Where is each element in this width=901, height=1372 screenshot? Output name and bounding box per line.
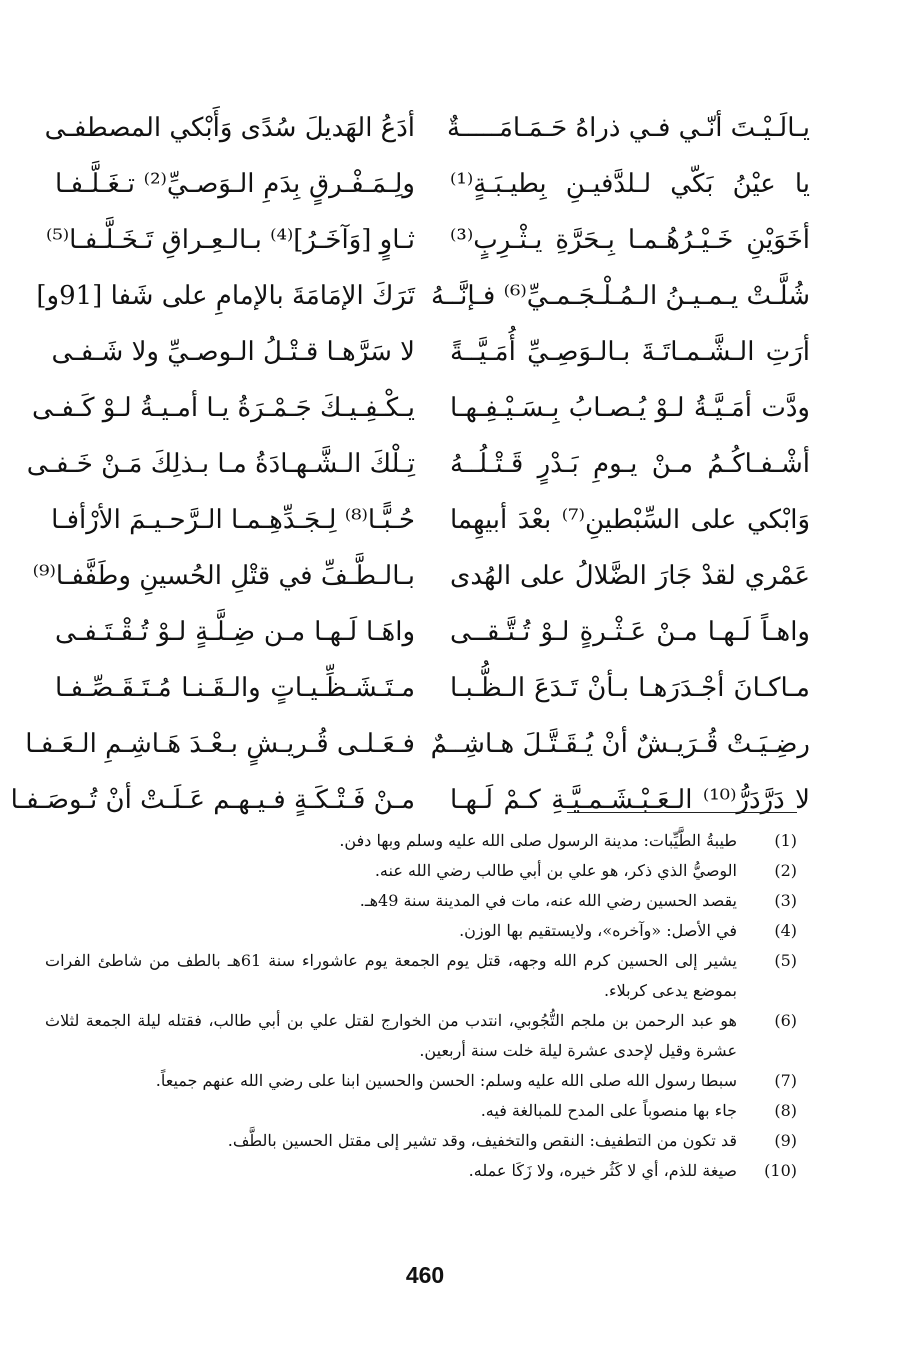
hemistich-right: أشْـفـاكُـمُ مـنْ يـومِ بَـدْرٍ قَـتْـلُــهُ (450, 449, 810, 479)
hemistich-left: ثـاوٍ [وَآخَـرُ]⁽⁴⁾ بـالـعِـراقِ تَـخَـلَّـفـا⁽⁵⁾ (45, 225, 415, 255)
hemistich-left: مـنْ فَـتْـكَـةٍ فـيـهـم عَـلَـتْ أنْ تُـوصَـفـا (10, 785, 415, 815)
footnotes (45, 826, 805, 1186)
hemistich-right: رضِـيَـتْ قُـرَيـشٌ أنْ يُـقَـتَّـلَ هـاشِــمٌ (430, 729, 810, 759)
verse-line (36, 268, 810, 324)
hemistich-left: لا سَرَّهـا قـتْـلُ الـوصـيِّ ولا شَـفـى (51, 337, 415, 367)
verse-line (10, 772, 810, 828)
footnote-number: (1) (774, 831, 797, 850)
footnote-number: (5) (774, 951, 797, 970)
footnote-text: في الأصل: «وآخره»، ولايستقيم بها الوزن. (459, 921, 737, 940)
footnote-number: (6) (774, 1011, 797, 1030)
hemistich-right: يـالَـيْـتَ أنّـي فـي ذراهُ حَـمَـامَـــــةٌ (446, 113, 810, 143)
footnote-text: صيغة للذم، أي لا كَثُر خيره، ولا زَكَا عمله. (468, 1161, 737, 1180)
hemistich-left: فـعَـلـى قُـريـشٍ بـعْـدَ هَـاشِـمِ الـعَـفـا (25, 729, 415, 759)
hemistich-left: بـالـطَّـفِّ في قتْلِ الحُسينِ وطَفَّفـا⁽⁹⁾ (32, 561, 415, 591)
verse-line (45, 212, 810, 268)
footnote-text: طيبةُ الطَّيِّبات: مدينة الرسول صلى الله عليه وسلم وبها دفن. (339, 831, 737, 850)
hemistich-right: يا عيْنُ بَكّي لـلدَّفيـنِ بِطيـبَـةٍ⁽¹⁾ (450, 169, 810, 199)
footnote (45, 1096, 805, 1126)
poem (10, 100, 810, 828)
verse-line (32, 380, 810, 436)
footnote (45, 916, 805, 946)
verse-line (25, 716, 810, 772)
footnote-number: (8) (774, 1101, 797, 1120)
footnote-number: (4) (774, 921, 797, 940)
footnote (45, 856, 805, 886)
hemistich-right: واهـاً لَـهـا مـنْ عَـثْـرةٍ لـوْ تُـتَّـقــى (450, 617, 810, 647)
footnote (45, 1066, 805, 1096)
page-number: 460 (405, 1262, 445, 1288)
footnote-text: هو عبد الرحمن بن ملجم التُّجُوبي، انتدب من الخوارج لقتل علي بن أبي طالب، فقتله ليلة الجمعة لثلاث عشرة وقيل لإحدى عشرة ليلة خلت سنة أربعين. (45, 1011, 737, 1060)
footnote (45, 1006, 805, 1066)
hemistich-right: أرَتِ الـشَّـمـاتَـةَ بـالـوَصِـيِّ أُمَـيَّــةً (450, 337, 810, 367)
hemistich-right: وَابْكي على السِّبْطينِ⁽⁷⁾ بعْدَ أبيهِما (450, 505, 810, 535)
hemistich-left: أدَعُ الهَديلَ سُدًى وَأَبْكي المصطفـى (44, 113, 415, 143)
footnote-number: (3) (774, 891, 797, 910)
verse-line (51, 324, 810, 380)
footnote-divider (567, 812, 797, 813)
hemistich-left: واهَـا لَـهـا مـن ضِـلَّـةٍ لـوْ تُـقْـتَـفـى (55, 617, 415, 647)
footnote-text: قد تكون من التطفيف: النقص والتخفيف، وقد تشير إلى مقتل الحسين بالطَّف. (227, 1131, 737, 1150)
hemistich-right: مـاكـانَ أجْـدَرَهـا بـأنْ تَـدَعَ الـظُّـبـا (450, 673, 810, 703)
verse-line (44, 100, 810, 156)
footnote-number: (9) (774, 1131, 797, 1150)
hemistich-right: شُلَّـتْ يـمـيـنُ الـمُـلْـجَـمـيِّ⁽⁶⁾ فـإنَّــهُ (430, 281, 810, 311)
footnote-text: جاء بها منصوباً على المدح للمبالغة فيه. (480, 1101, 737, 1120)
footnote-text: الوصيُّ الذي ذكر، هو علي بن أبي طالب رضي الله عنه. (374, 861, 737, 880)
hemistich-right: لا دَرَّدَرُّ⁽¹⁰⁾ الـعَـبْـشَـمـيَّـةِ كـمْ لَـهـا (450, 785, 810, 815)
footnote (45, 826, 805, 856)
hemistich-right: ودَّت أمَـيَّـةُ لـوْ يُـصـابُ بِـسَـيْـفِـهـا (450, 393, 810, 423)
footnote-number: (10) (764, 1161, 797, 1180)
footnote (45, 886, 805, 916)
hemistich-left: تَرَكَ الإمَامَةَ بالإمامِ على شَفا [91و] (36, 281, 415, 311)
hemistich-left: مـتَـشَـظِّـيـاتٍ والـقَـنـا مُـتَـقَـصِّـفـا (55, 673, 415, 703)
hemistich-left: تِـلْكَ الـشَّـهـادَةُ مـا بـذلِكَ مَـنْ خَـفـى (26, 449, 415, 479)
hemistich-left: يـكْـفِـيـكَ جَـمْـرَةُ يـا أمـيـةُ لـوْ كَـفـى (32, 393, 415, 423)
footnote-text: يقصد الحسين رضي الله عنه، مات في المدينة سنة 49هـ. (359, 891, 737, 910)
verse-line (55, 660, 810, 716)
verse-line (55, 156, 810, 212)
verse-line (55, 604, 810, 660)
verse-line (26, 436, 810, 492)
footnote (45, 1156, 805, 1186)
footnote-text: سبطا رسول الله صلى الله عليه وسلم: الحسن والحسين ابنا على رضي الله عنهم جميعاً. (155, 1071, 737, 1090)
footnote-number: (2) (774, 861, 797, 880)
hemistich-right: عَمْري لقدْ جَارَ الضَّلالُ على الهُدى (450, 561, 810, 591)
verse-line (51, 492, 810, 548)
footnote-number: (7) (774, 1071, 797, 1090)
hemistich-right: أخَوَيْنِ خَـيْـرُهُـمـا بِـحَرَّةِ يـثْـرِبٍ⁽³⁾ (450, 225, 810, 255)
footnote (45, 1126, 805, 1156)
hemistich-left: حُـبًّـا⁽⁸⁾ لِـجَـدِّهِـمـا الـرَّحـيـمَ الأرْأفـا (51, 505, 415, 535)
verse-line (32, 548, 810, 604)
hemistich-left: ولِـمَـفْـرقٍ بِدَمِ الـوَصـيِّ⁽²⁾ تـغَـلَّـفـا (55, 169, 415, 199)
footnote-text: يشير إلى الحسين كرم الله وجهه، قتل يوم الجمعة يوم عاشوراء سنة 61هـ بالطف من شاطئ الفرات بموضع يدعى كربلاء. (45, 951, 737, 1000)
footnote (45, 946, 805, 1006)
